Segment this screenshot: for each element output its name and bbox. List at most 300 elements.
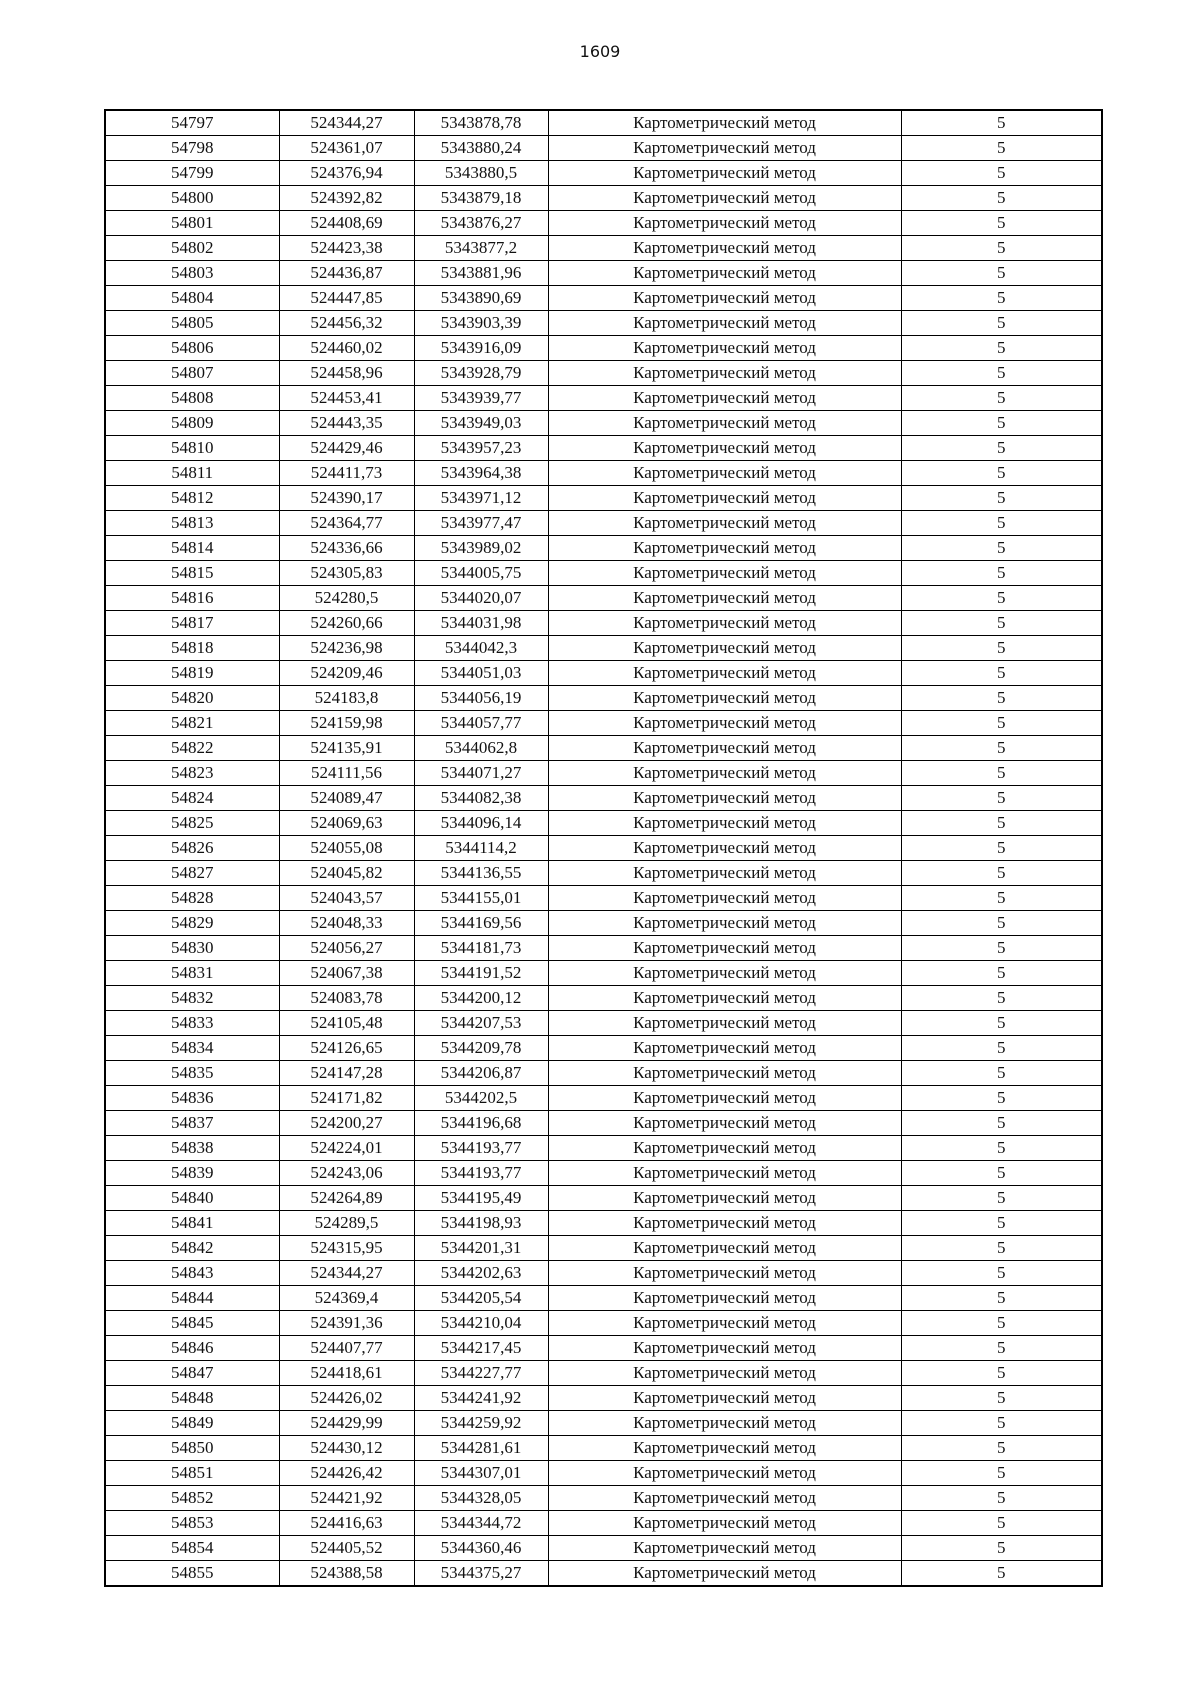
x-coordinate-cell: 524405,52 <box>279 1536 414 1561</box>
x-coordinate-cell: 524305,83 <box>279 561 414 586</box>
point-number-cell: 54855 <box>105 1561 279 1587</box>
method-cell: Картометрический метод <box>548 911 901 936</box>
table-row <box>105 886 1102 911</box>
accuracy-cell: 5 <box>901 261 1102 286</box>
method-cell: Картометрический метод <box>548 1211 901 1236</box>
x-coordinate-cell: 524430,12 <box>279 1436 414 1461</box>
accuracy-cell: 5 <box>901 1361 1102 1386</box>
point-number-cell: 54823 <box>105 761 279 786</box>
accuracy-cell: 5 <box>901 1186 1102 1211</box>
point-number-cell: 54807 <box>105 361 279 386</box>
table-row <box>105 1086 1102 1111</box>
point-number-cell: 54814 <box>105 536 279 561</box>
point-number-cell: 54825 <box>105 811 279 836</box>
point-number-cell: 54831 <box>105 961 279 986</box>
table-row <box>105 461 1102 486</box>
method-cell: Картометрический метод <box>548 1186 901 1211</box>
accuracy-cell: 5 <box>901 1161 1102 1186</box>
method-cell: Картометрический метод <box>548 1036 901 1061</box>
accuracy-cell: 5 <box>901 1111 1102 1136</box>
y-coordinate-cell: 5344200,12 <box>414 986 548 1011</box>
point-number-cell: 54830 <box>105 936 279 961</box>
point-number-cell: 54833 <box>105 1011 279 1036</box>
y-coordinate-cell: 5344155,01 <box>414 886 548 911</box>
y-coordinate-cell: 5344375,27 <box>414 1561 548 1587</box>
accuracy-cell: 5 <box>901 236 1102 261</box>
x-coordinate-cell: 524361,07 <box>279 136 414 161</box>
method-cell: Картометрический метод <box>548 811 901 836</box>
point-number-cell: 54824 <box>105 786 279 811</box>
table-row <box>105 1311 1102 1336</box>
x-coordinate-cell: 524243,06 <box>279 1161 414 1186</box>
accuracy-cell: 5 <box>901 311 1102 336</box>
accuracy-cell: 5 <box>901 1336 1102 1361</box>
y-coordinate-cell: 5344195,49 <box>414 1186 548 1211</box>
table-row <box>105 1336 1102 1361</box>
x-coordinate-cell: 524364,77 <box>279 511 414 536</box>
accuracy-cell: 5 <box>901 436 1102 461</box>
table-row <box>105 636 1102 661</box>
y-coordinate-cell: 5344181,73 <box>414 936 548 961</box>
x-coordinate-cell: 524391,36 <box>279 1311 414 1336</box>
x-coordinate-cell: 524390,17 <box>279 486 414 511</box>
table-row <box>105 986 1102 1011</box>
x-coordinate-cell: 524043,57 <box>279 886 414 911</box>
x-coordinate-cell: 524344,27 <box>279 110 414 136</box>
y-coordinate-cell: 5344114,2 <box>414 836 548 861</box>
accuracy-cell: 5 <box>901 936 1102 961</box>
x-coordinate-cell: 524083,78 <box>279 986 414 1011</box>
method-cell: Картометрический метод <box>548 1336 901 1361</box>
x-coordinate-cell: 524183,8 <box>279 686 414 711</box>
y-coordinate-cell: 5344344,72 <box>414 1511 548 1536</box>
accuracy-cell: 5 <box>901 411 1102 436</box>
x-coordinate-cell: 524171,82 <box>279 1086 414 1111</box>
table-row <box>105 1136 1102 1161</box>
point-number-cell: 54852 <box>105 1486 279 1511</box>
accuracy-cell: 5 <box>901 811 1102 836</box>
accuracy-cell: 5 <box>901 286 1102 311</box>
x-coordinate-cell: 524089,47 <box>279 786 414 811</box>
method-cell: Картометрический метод <box>548 361 901 386</box>
y-coordinate-cell: 5344136,55 <box>414 861 548 886</box>
y-coordinate-cell: 5343881,96 <box>414 261 548 286</box>
accuracy-cell: 5 <box>901 1436 1102 1461</box>
table-row <box>105 786 1102 811</box>
y-coordinate-cell: 5344193,77 <box>414 1161 548 1186</box>
point-number-cell: 54834 <box>105 1036 279 1061</box>
method-cell: Картометрический метод <box>548 511 901 536</box>
table-row <box>105 711 1102 736</box>
table-row <box>105 311 1102 336</box>
method-cell: Картометрический метод <box>548 186 901 211</box>
x-coordinate-cell: 524048,33 <box>279 911 414 936</box>
y-coordinate-cell: 5344020,07 <box>414 586 548 611</box>
accuracy-cell: 5 <box>901 686 1102 711</box>
x-coordinate-cell: 524429,99 <box>279 1411 414 1436</box>
table-row <box>105 1436 1102 1461</box>
accuracy-cell: 5 <box>901 1011 1102 1036</box>
table-row <box>105 561 1102 586</box>
y-coordinate-cell: 5344057,77 <box>414 711 548 736</box>
table-row <box>105 110 1102 136</box>
y-coordinate-cell: 5344217,45 <box>414 1336 548 1361</box>
point-number-cell: 54802 <box>105 236 279 261</box>
accuracy-cell: 5 <box>901 1036 1102 1061</box>
y-coordinate-cell: 5344360,46 <box>414 1536 548 1561</box>
x-coordinate-cell: 524336,66 <box>279 536 414 561</box>
table-row <box>105 1511 1102 1536</box>
point-number-cell: 54828 <box>105 886 279 911</box>
accuracy-cell: 5 <box>901 861 1102 886</box>
accuracy-cell: 5 <box>901 461 1102 486</box>
x-coordinate-cell: 524369,4 <box>279 1286 414 1311</box>
point-number-cell: 54819 <box>105 661 279 686</box>
x-coordinate-cell: 524376,94 <box>279 161 414 186</box>
point-number-cell: 54818 <box>105 636 279 661</box>
x-coordinate-cell: 524105,48 <box>279 1011 414 1036</box>
y-coordinate-cell: 5344193,77 <box>414 1136 548 1161</box>
point-number-cell: 54835 <box>105 1061 279 1086</box>
point-number-cell: 54811 <box>105 461 279 486</box>
table-row <box>105 186 1102 211</box>
point-number-cell: 54808 <box>105 386 279 411</box>
accuracy-cell: 5 <box>901 536 1102 561</box>
table-row <box>105 1386 1102 1411</box>
point-number-cell: 54801 <box>105 211 279 236</box>
table-row <box>105 336 1102 361</box>
accuracy-cell: 5 <box>901 911 1102 936</box>
table-row <box>105 211 1102 236</box>
table-row <box>105 411 1102 436</box>
y-coordinate-cell: 5343939,77 <box>414 386 548 411</box>
accuracy-cell: 5 <box>901 1136 1102 1161</box>
point-number-cell: 54821 <box>105 711 279 736</box>
method-cell: Картометрический метод <box>548 1261 901 1286</box>
method-cell: Картометрический метод <box>548 1011 901 1036</box>
point-number-cell: 54798 <box>105 136 279 161</box>
table-row <box>105 286 1102 311</box>
accuracy-cell: 5 <box>901 611 1102 636</box>
method-cell: Картометрический метод <box>548 711 901 736</box>
x-coordinate-cell: 524069,63 <box>279 811 414 836</box>
table-row <box>105 436 1102 461</box>
table-row <box>105 836 1102 861</box>
method-cell: Картометрический метод <box>548 1136 901 1161</box>
table-row <box>105 911 1102 936</box>
method-cell: Картометрический метод <box>548 861 901 886</box>
accuracy-cell: 5 <box>901 711 1102 736</box>
point-number-cell: 54848 <box>105 1386 279 1411</box>
point-number-cell: 54806 <box>105 336 279 361</box>
point-number-cell: 54805 <box>105 311 279 336</box>
point-number-cell: 54799 <box>105 161 279 186</box>
x-coordinate-cell: 524236,98 <box>279 636 414 661</box>
x-coordinate-cell: 524224,01 <box>279 1136 414 1161</box>
accuracy-cell: 5 <box>901 1411 1102 1436</box>
point-number-cell: 54843 <box>105 1261 279 1286</box>
method-cell: Картометрический метод <box>548 336 901 361</box>
table-row <box>105 1536 1102 1561</box>
method-cell: Картометрический метод <box>548 1511 901 1536</box>
accuracy-cell: 5 <box>901 361 1102 386</box>
accuracy-cell: 5 <box>901 736 1102 761</box>
point-number-cell: 54812 <box>105 486 279 511</box>
accuracy-cell: 5 <box>901 336 1102 361</box>
point-number-cell: 54815 <box>105 561 279 586</box>
x-coordinate-cell: 524453,41 <box>279 386 414 411</box>
y-coordinate-cell: 5343989,02 <box>414 536 548 561</box>
y-coordinate-cell: 5344202,5 <box>414 1086 548 1111</box>
coordinates-table-body <box>105 110 1102 1586</box>
y-coordinate-cell: 5344209,78 <box>414 1036 548 1061</box>
y-coordinate-cell: 5344169,56 <box>414 911 548 936</box>
method-cell: Картометрический метод <box>548 461 901 486</box>
y-coordinate-cell: 5344206,87 <box>414 1061 548 1086</box>
x-coordinate-cell: 524426,42 <box>279 1461 414 1486</box>
y-coordinate-cell: 5343964,38 <box>414 461 548 486</box>
accuracy-cell: 5 <box>901 1261 1102 1286</box>
method-cell: Картометрический метод <box>548 1311 901 1336</box>
y-coordinate-cell: 5344082,38 <box>414 786 548 811</box>
x-coordinate-cell: 524055,08 <box>279 836 414 861</box>
table-row <box>105 1411 1102 1436</box>
x-coordinate-cell: 524408,69 <box>279 211 414 236</box>
method-cell: Картометрический метод <box>548 686 901 711</box>
table-row <box>105 1111 1102 1136</box>
x-coordinate-cell: 524416,63 <box>279 1511 414 1536</box>
x-coordinate-cell: 524147,28 <box>279 1061 414 1086</box>
y-coordinate-cell: 5343876,27 <box>414 211 548 236</box>
method-cell: Картометрический метод <box>548 1461 901 1486</box>
table-row <box>105 861 1102 886</box>
x-coordinate-cell: 524392,82 <box>279 186 414 211</box>
accuracy-cell: 5 <box>901 136 1102 161</box>
accuracy-cell: 5 <box>901 961 1102 986</box>
table-row <box>105 661 1102 686</box>
table-row <box>105 611 1102 636</box>
y-coordinate-cell: 5344307,01 <box>414 1461 548 1486</box>
x-coordinate-cell: 524315,95 <box>279 1236 414 1261</box>
accuracy-cell: 5 <box>901 886 1102 911</box>
accuracy-cell: 5 <box>901 511 1102 536</box>
accuracy-cell: 5 <box>901 211 1102 236</box>
point-number-cell: 54817 <box>105 611 279 636</box>
accuracy-cell: 5 <box>901 1461 1102 1486</box>
table-row <box>105 1461 1102 1486</box>
method-cell: Картометрический метод <box>548 1361 901 1386</box>
y-coordinate-cell: 5343878,78 <box>414 110 548 136</box>
point-number-cell: 54827 <box>105 861 279 886</box>
y-coordinate-cell: 5343928,79 <box>414 361 548 386</box>
x-coordinate-cell: 524264,89 <box>279 1186 414 1211</box>
accuracy-cell: 5 <box>901 1086 1102 1111</box>
x-coordinate-cell: 524458,96 <box>279 361 414 386</box>
table-row <box>105 1011 1102 1036</box>
table-row <box>105 1061 1102 1086</box>
method-cell: Картометрический метод <box>548 1436 901 1461</box>
accuracy-cell: 5 <box>901 1061 1102 1086</box>
point-number-cell: 54803 <box>105 261 279 286</box>
point-number-cell: 54832 <box>105 986 279 1011</box>
point-number-cell: 54840 <box>105 1186 279 1211</box>
point-number-cell: 54845 <box>105 1311 279 1336</box>
table-row <box>105 1561 1102 1587</box>
x-coordinate-cell: 524344,27 <box>279 1261 414 1286</box>
method-cell: Картометрический метод <box>548 1411 901 1436</box>
accuracy-cell: 5 <box>901 836 1102 861</box>
table-row <box>105 161 1102 186</box>
accuracy-cell: 5 <box>901 1511 1102 1536</box>
x-coordinate-cell: 524460,02 <box>279 336 414 361</box>
point-number-cell: 54853 <box>105 1511 279 1536</box>
table-row <box>105 686 1102 711</box>
method-cell: Картометрический метод <box>548 1561 901 1587</box>
point-number-cell: 54822 <box>105 736 279 761</box>
y-coordinate-cell: 5344210,04 <box>414 1311 548 1336</box>
x-coordinate-cell: 524388,58 <box>279 1561 414 1587</box>
method-cell: Картометрический метод <box>548 311 901 336</box>
y-coordinate-cell: 5343916,09 <box>414 336 548 361</box>
table-row <box>105 361 1102 386</box>
point-number-cell: 54850 <box>105 1436 279 1461</box>
method-cell: Картометрический метод <box>548 386 901 411</box>
table-row <box>105 1261 1102 1286</box>
table-row <box>105 536 1102 561</box>
accuracy-cell: 5 <box>901 1211 1102 1236</box>
x-coordinate-cell: 524056,27 <box>279 936 414 961</box>
accuracy-cell: 5 <box>901 1286 1102 1311</box>
method-cell: Картометрический метод <box>548 110 901 136</box>
x-coordinate-cell: 524067,38 <box>279 961 414 986</box>
y-coordinate-cell: 5343879,18 <box>414 186 548 211</box>
accuracy-cell: 5 <box>901 186 1102 211</box>
x-coordinate-cell: 524135,91 <box>279 736 414 761</box>
accuracy-cell: 5 <box>901 161 1102 186</box>
x-coordinate-cell: 524200,27 <box>279 1111 414 1136</box>
point-number-cell: 54809 <box>105 411 279 436</box>
accuracy-cell: 5 <box>901 1536 1102 1561</box>
method-cell: Картометрический метод <box>548 661 901 686</box>
point-number-cell: 54854 <box>105 1536 279 1561</box>
x-coordinate-cell: 524209,46 <box>279 661 414 686</box>
x-coordinate-cell: 524426,02 <box>279 1386 414 1411</box>
y-coordinate-cell: 5343877,2 <box>414 236 548 261</box>
y-coordinate-cell: 5344241,92 <box>414 1386 548 1411</box>
point-number-cell: 54804 <box>105 286 279 311</box>
method-cell: Картометрический метод <box>548 411 901 436</box>
y-coordinate-cell: 5343890,69 <box>414 286 548 311</box>
point-number-cell: 54810 <box>105 436 279 461</box>
x-coordinate-cell: 524423,38 <box>279 236 414 261</box>
y-coordinate-cell: 5344207,53 <box>414 1011 548 1036</box>
method-cell: Картометрический метод <box>548 761 901 786</box>
method-cell: Картометрический метод <box>548 561 901 586</box>
y-coordinate-cell: 5344051,03 <box>414 661 548 686</box>
point-number-cell: 54797 <box>105 110 279 136</box>
accuracy-cell: 5 <box>901 561 1102 586</box>
y-coordinate-cell: 5344202,63 <box>414 1261 548 1286</box>
x-coordinate-cell: 524447,85 <box>279 286 414 311</box>
table-row <box>105 736 1102 761</box>
point-number-cell: 54841 <box>105 1211 279 1236</box>
y-coordinate-cell: 5344205,54 <box>414 1286 548 1311</box>
table-row <box>105 1286 1102 1311</box>
x-coordinate-cell: 524436,87 <box>279 261 414 286</box>
x-coordinate-cell: 524443,35 <box>279 411 414 436</box>
table-row <box>105 1186 1102 1211</box>
x-coordinate-cell: 524411,73 <box>279 461 414 486</box>
method-cell: Картометрический метод <box>548 486 901 511</box>
method-cell: Картометрический метод <box>548 436 901 461</box>
x-coordinate-cell: 524429,46 <box>279 436 414 461</box>
y-coordinate-cell: 5344281,61 <box>414 1436 548 1461</box>
table-row <box>105 936 1102 961</box>
method-cell: Картометрический метод <box>548 1536 901 1561</box>
point-number-cell: 54800 <box>105 186 279 211</box>
point-number-cell: 54816 <box>105 586 279 611</box>
method-cell: Картометрический метод <box>548 211 901 236</box>
accuracy-cell: 5 <box>901 386 1102 411</box>
y-coordinate-cell: 5344227,77 <box>414 1361 548 1386</box>
table-row <box>105 1036 1102 1061</box>
y-coordinate-cell: 5343903,39 <box>414 311 548 336</box>
table-row <box>105 386 1102 411</box>
method-cell: Картометрический метод <box>548 961 901 986</box>
point-number-cell: 54846 <box>105 1336 279 1361</box>
y-coordinate-cell: 5344328,05 <box>414 1486 548 1511</box>
accuracy-cell: 5 <box>901 1386 1102 1411</box>
point-number-cell: 54838 <box>105 1136 279 1161</box>
x-coordinate-cell: 524289,5 <box>279 1211 414 1236</box>
accuracy-cell: 5 <box>901 761 1102 786</box>
y-coordinate-cell: 5343977,47 <box>414 511 548 536</box>
point-number-cell: 54849 <box>105 1411 279 1436</box>
method-cell: Картометрический метод <box>548 1161 901 1186</box>
method-cell: Картометрический метод <box>548 611 901 636</box>
table-row <box>105 961 1102 986</box>
coordinates-table <box>104 109 1103 1587</box>
x-coordinate-cell: 524260,66 <box>279 611 414 636</box>
table-row <box>105 811 1102 836</box>
point-number-cell: 54837 <box>105 1111 279 1136</box>
point-number-cell: 54851 <box>105 1461 279 1486</box>
page-number: 1609 <box>579 42 621 61</box>
x-coordinate-cell: 524126,65 <box>279 1036 414 1061</box>
accuracy-cell: 5 <box>901 1561 1102 1587</box>
y-coordinate-cell: 5344042,3 <box>414 636 548 661</box>
method-cell: Картометрический метод <box>548 736 901 761</box>
method-cell: Картометрический метод <box>548 886 901 911</box>
method-cell: Картометрический метод <box>548 536 901 561</box>
accuracy-cell: 5 <box>901 110 1102 136</box>
method-cell: Картометрический метод <box>548 261 901 286</box>
y-coordinate-cell: 5344198,93 <box>414 1211 548 1236</box>
x-coordinate-cell: 524421,92 <box>279 1486 414 1511</box>
x-coordinate-cell: 524407,77 <box>279 1336 414 1361</box>
method-cell: Картометрический метод <box>548 836 901 861</box>
point-number-cell: 54836 <box>105 1086 279 1111</box>
y-coordinate-cell: 5343957,23 <box>414 436 548 461</box>
y-coordinate-cell: 5343949,03 <box>414 411 548 436</box>
point-number-cell: 54829 <box>105 911 279 936</box>
table-row <box>105 486 1102 511</box>
method-cell: Картометрический метод <box>548 286 901 311</box>
x-coordinate-cell: 524418,61 <box>279 1361 414 1386</box>
method-cell: Картометрический метод <box>548 1061 901 1086</box>
method-cell: Картометрический метод <box>548 986 901 1011</box>
y-coordinate-cell: 5344005,75 <box>414 561 548 586</box>
